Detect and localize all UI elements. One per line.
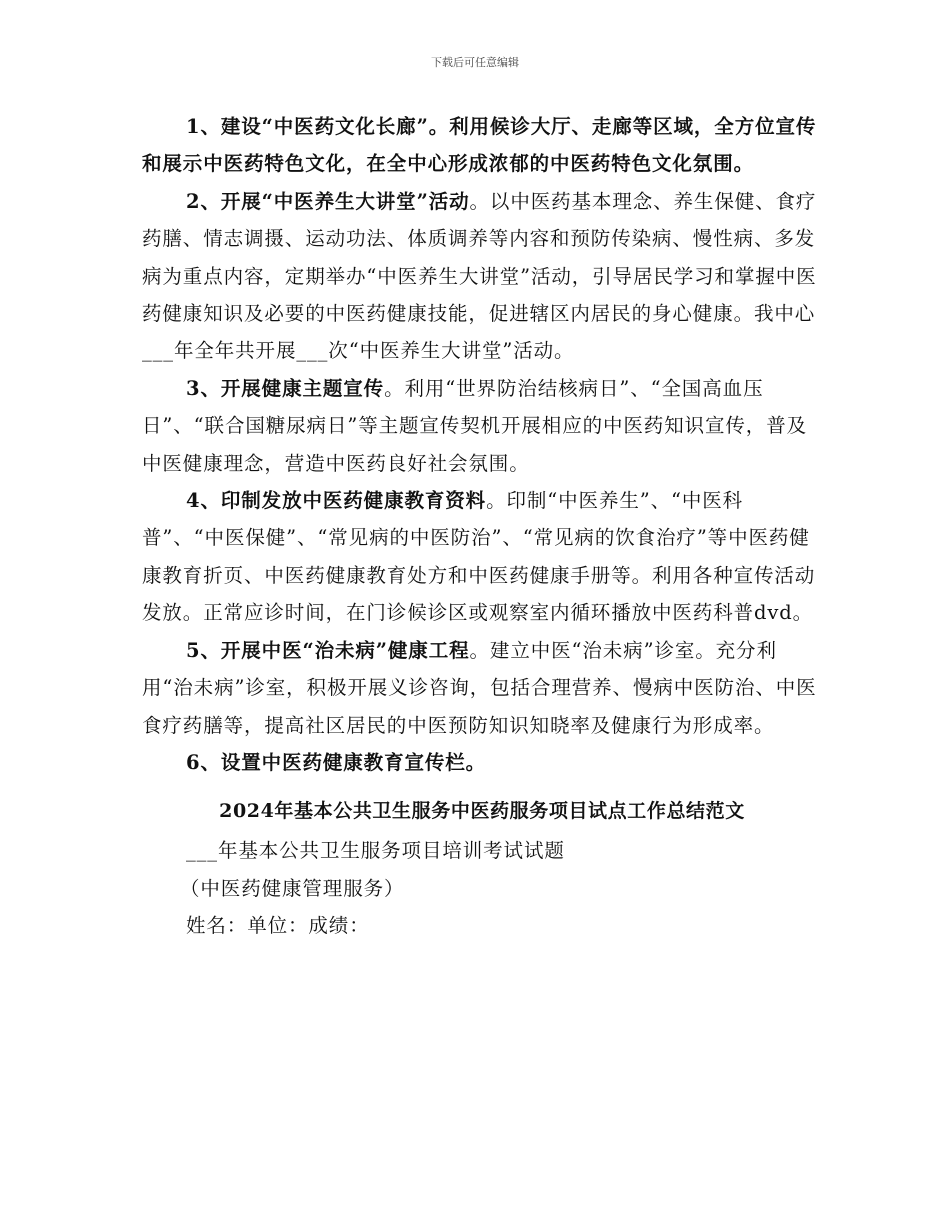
- item-body: 。利用“世界防治结核病日”、“全国高血压日”、“联合国糖尿病日”等主题宣传契机开展相应的中医药知识宣传，普及中医健康理念，营造中医药良好社会氛围。: [142, 376, 808, 475]
- list-item: [142, 108, 822, 183]
- list-item: [142, 632, 822, 744]
- item-body: 。印制“中医养生”、“中医科普”、“中医保健”、“常见病的中医防治”、“常见病的饮食治疗”等中医药健康教育折页、中医药健康教育处方和中医药健康手册等。利用各种宣传活动发放。正常应诊时间，在门诊候诊区或观察室内循环播放中医药科普dvd。: [142, 489, 816, 625]
- item-heading: 4、印制发放中医药健康教育资料: [186, 489, 487, 513]
- list-item: [142, 183, 822, 370]
- item-body: 。以中医药基本理念、养生保健、食疗药膳、情志调摄、运动功法、体质调养等内容和预防传染病、慢性病、多发病为重点内容，定期举办“中医养生大讲堂”活动，引导居民学习和掌握中医药健康知识及必要的中医药健康技能，促进辖区内居民的身心健康。我中心___年全年共开展___次“中医养生大讲堂”活动。: [142, 189, 817, 363]
- list-item: [142, 370, 822, 482]
- list-item: [142, 744, 822, 781]
- item-body: 。建立中医“治未病”诊室。充分利用“治未病”诊室，积极开展义诊咨询，包括合理营养、慢病中医防治、中医食疗药膳等，提高社区居民的中医预防知识知晓率及健康行为形成率。: [142, 638, 817, 737]
- item-heading: 6、设置中医药健康教育宣传栏。: [186, 750, 487, 774]
- item-heading: 1、建设“中医药文化长廊”。利用候诊大厅、走廊等区域，全方位宣传和展示中医药特色文化，在全中心形成浓郁的中医药特色文化氛围。: [142, 115, 817, 176]
- item-heading: 3、开展健康主题宣传: [186, 376, 385, 400]
- exam-fields: 姓名：单位：成绩：: [186, 914, 370, 938]
- exam-title: ___年基本公共卫生服务项目培训考试试题: [186, 839, 565, 863]
- page-header: 下载后可任意编辑: [431, 56, 519, 69]
- document-title: 2024年基本公共卫生服务中医药服务项目试点工作总结范文: [219, 800, 745, 823]
- list-item: [142, 482, 822, 632]
- document-body: [142, 108, 822, 945]
- item-heading: 2、开展“中医养生大讲堂”活动: [186, 189, 470, 213]
- exam-subtitle: （中医药健康管理服务）: [180, 876, 405, 900]
- item-heading: 5、开展中医“治未病”健康工程: [186, 638, 470, 662]
